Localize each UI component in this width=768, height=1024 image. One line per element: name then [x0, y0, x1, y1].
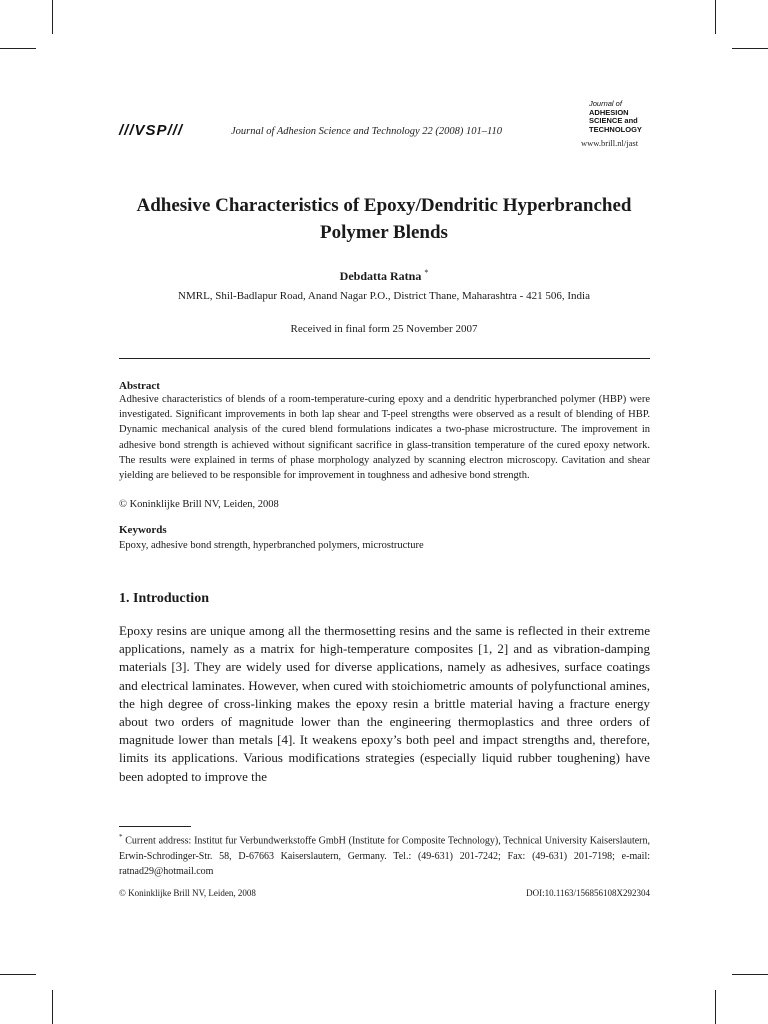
journal-logo	[589, 100, 669, 134]
author-line	[0, 268, 768, 284]
author-footnote-mark[interactable]: *	[424, 268, 429, 277]
footer-doi[interactable]: DOI:10.1163/156856108X292304	[526, 888, 650, 898]
crop-mark-bottom-left-vertical	[52, 990, 53, 1024]
author-affiliation: NMRL, Shil-Badlapur Road, Anand Nagar P.O., District Thane, Maharashtra - 421 506, India	[178, 290, 590, 302]
section-heading-introduction: 1. Introduction	[119, 591, 209, 606]
footnote-divider	[119, 826, 191, 827]
author-name: Debdatta Ratna	[339, 269, 422, 283]
footnote	[119, 830, 650, 880]
publisher-logo: ///VSP///	[119, 122, 184, 139]
crop-mark-bottom-left-horizontal	[0, 974, 36, 975]
journal-logo-line-2: ADHESION	[589, 107, 629, 117]
crop-mark-bottom-right-vertical	[715, 990, 716, 1024]
footer-copyright: © Koninklijke Brill NV, Leiden, 2008	[119, 888, 256, 898]
abstract-heading: Abstract	[119, 380, 160, 392]
footnote-mark: *	[119, 833, 123, 841]
footnote-text: Current address: Institut fur Verbundwerkstoffe GmbH (Institute for Composite Technology), Technical University Kaiserslautern, Erwin-Schrodinger-Str. 58, D-67663 Kaiserslautern, Germany. Tel.: (49-631) 201-7242; Fax: (49-631) 201-7198; e-mail: ratnad29@hotmail.com	[119, 835, 651, 878]
crop-mark-top-right-horizontal	[732, 48, 768, 49]
crop-mark-top-left-horizontal	[0, 48, 36, 49]
keywords-heading: Keywords	[119, 524, 167, 536]
journal-logo-line-3: SCIENCE and	[589, 116, 638, 125]
journal-logo-line-1: Journal of	[589, 99, 622, 108]
introduction-paragraph: Epoxy resins are unique among all the thermosetting resins and the same is reflected in their extreme applications, namely as a matrix for high-temperature composites [1, 2] and as vibration-damping materials [3]. They are widely used for diverse applications, namely as adhesives, surface coatings and electrical laminates. However, when cured with stoichiometric amounts of polyfunctional amines, the high degree of cross-linking makes the epoxy resin a brittle material having a fracture energy about two orders of magnitude lower than the engineering thermoplastics and three orders of magnitude lower than metals [4]. It weakens epoxy’s both peel and impact strengths and, therefore, limits its applications. Various modifications strategies (especially liquid rubber toughening) have been adopted to improve the	[119, 623, 650, 784]
keywords-text: Epoxy, adhesive bond strength, hyperbranched polymers, microstructure	[119, 540, 424, 551]
page-header	[119, 100, 659, 150]
crop-mark-top-left-vertical	[52, 0, 53, 34]
journal-url[interactable]: www.brill.nl/jast	[581, 138, 639, 148]
journal-logo-line-4: TECHNOLOGY	[589, 124, 642, 134]
abstract-copyright: © Koninklijke Brill NV, Leiden, 2008	[119, 499, 279, 510]
crop-mark-bottom-right-horizontal	[732, 974, 768, 975]
article-title: Adhesive Characteristics of Epoxy/Dendritic Hyperbranched Polymer Blends	[136, 195, 632, 243]
received-date: Received in final form 25 November 2007	[290, 323, 478, 335]
crop-mark-top-right-vertical	[715, 0, 716, 34]
journal-citation: Journal of Adhesion Science and Technology 22 (2008) 101–110	[231, 126, 503, 137]
abstract-text: Adhesive characteristics of blends of a room-temperature-curing epoxy and a dendritic hyperbranched polymer (HBP) were investigated. Significant improvements in both lap shear and T-peel strengths were observed as a result of blending of HBP. Dynamic mechanical analysis of the cured blend formulations indicates a two-phase microstructure. The improvement in adhesive bond strength is achieved without significant sacrifice in glass-transition temperature of the cured epoxy network. The results were explained in terms of phase morphology analyzed by scanning electron microscopy. Cavitation and shear yielding are believed to be responsible for improvement in toughness and adhesive bond strength.	[119, 394, 650, 482]
header-divider	[119, 358, 650, 359]
